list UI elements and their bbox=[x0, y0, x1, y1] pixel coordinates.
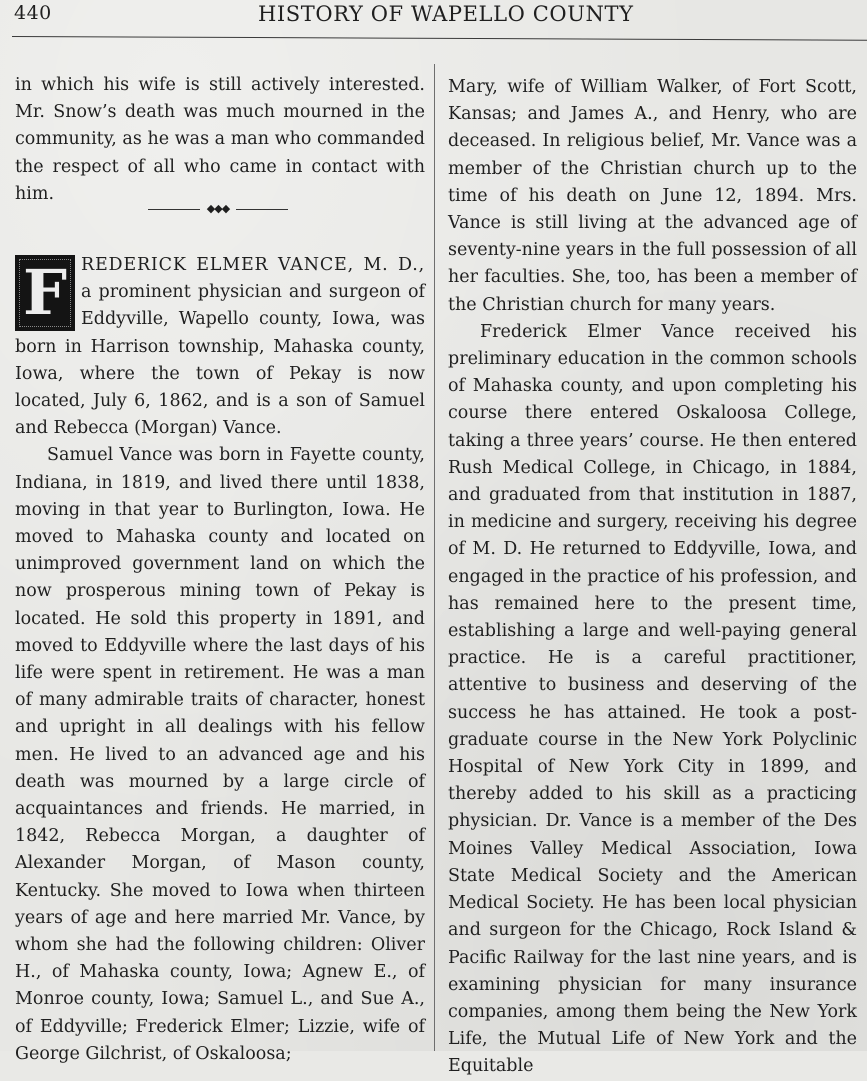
column-divider bbox=[434, 64, 435, 1051]
page-header bbox=[0, 0, 867, 40]
header-rule bbox=[12, 36, 867, 41]
entry-heading: REDERICK ELMER VANCE, M. D., bbox=[81, 255, 425, 275]
paragraph-samuel-vance: Samuel Vance was born in Fayette county, Indiana, in 1819, and lived there until 1838, moving in that year to Burlington, Iowa. He moved to Mahaska county and located on unimproved government land on which the now prosperous mining town of Pekay is located. He sold this property in 1891, and moved to Eddyville where the last days of his life were spent in retirement. He was a man of many admirable traits of character, honest and upright in all dealings with his fellow men. He lived to an advanced age and his death was mourned by a large circle of acquaintances and friends. He married, in 1842, Rebecca Morgan, a daughter of Alexander Morgan, of Mason county, Kentucky. She moved to Iowa when thirteen years of age and here married Mr. Vance, by whom she had the following children: Oliver H., of Mahaska county, Iowa; Agnew E., of Monroe county, Iowa; Samuel L., and Sue A., of Eddyville; Frederick Elmer; Lizzie, wife of George Gilchrist, of Oskaloosa; bbox=[15, 445, 425, 1064]
entry-intro: a prominent physician and surgeon of Eddyville, Wapello county, Iowa, was born in Harrison township, Mahaska county, Iowa, where the town of Pekay is now located, July 6, 1862, and is a son of Samuel and Rebecca (Morgan) Vance. bbox=[15, 282, 425, 439]
entry-opening-paragraph bbox=[15, 252, 425, 442]
biography-entry bbox=[15, 252, 425, 1068]
ornament-line-left bbox=[148, 209, 200, 210]
ornament-diamonds-icon: ◆◆◆ bbox=[206, 202, 230, 215]
page-number: 440 bbox=[14, 2, 52, 24]
left-column-continuation bbox=[15, 72, 425, 208]
section-ornament bbox=[148, 202, 288, 216]
paragraph-family: Mary, wife of William Walker, of Fort Scott, Kansas; and James A., and Henry, who are deceased. In religious belief, Mr. Vance was a member of the Christian church up to the time of his death on June 12, 1894. Mrs. Vance is still living at the advanced age of seventy-nine years in the full possession of all her faculties. She, too, has been a member of the Christian church for many years. bbox=[448, 77, 857, 315]
right-column bbox=[448, 74, 857, 1081]
paragraph-education-career: Frederick Elmer Vance received his preliminary education in the common schools of Mahaska county, and upon completing his course there entered Oskaloosa College, taking a three years’ course. He then entered Rush Medical College, in Chicago, in 1884, and graduated from that institution in 1887, in medicine and surgery, receiving his degree of M. D. He returned to Eddyville, Iowa, and engaged in the practice of his profession, and has remained here to the present time, establishing a large and well-paying general practice. He is a careful practitioner, attentive to business and deserving of the success he has attained. He took a post- graduate course in the New York Polyclinic Hospital of New York City in 1899, and thereby added to his skill as a practicing physician. Dr. Vance is a member of the Des Moines Valley Medical Association, Iowa State Medical Society and the American Medical Society. He has been local physician and surgeon for the Chicago, Rock Island & Pacific Railway for the last nine years, and is examining physician for many insurance companies, among them being the New York Life, the Mutual Life of New York and the Equitable bbox=[448, 321, 857, 1077]
dropcap-letter: F bbox=[15, 255, 75, 331]
running-title: HISTORY OF WAPELLO COUNTY bbox=[258, 2, 634, 26]
ornament-line-right bbox=[236, 209, 288, 210]
continuation-paragraph: in which his wife is still actively interested. Mr. Snow’s death was much mourned in the community, as he was a man who commanded the respect of all who came in contact with him. bbox=[15, 75, 425, 204]
